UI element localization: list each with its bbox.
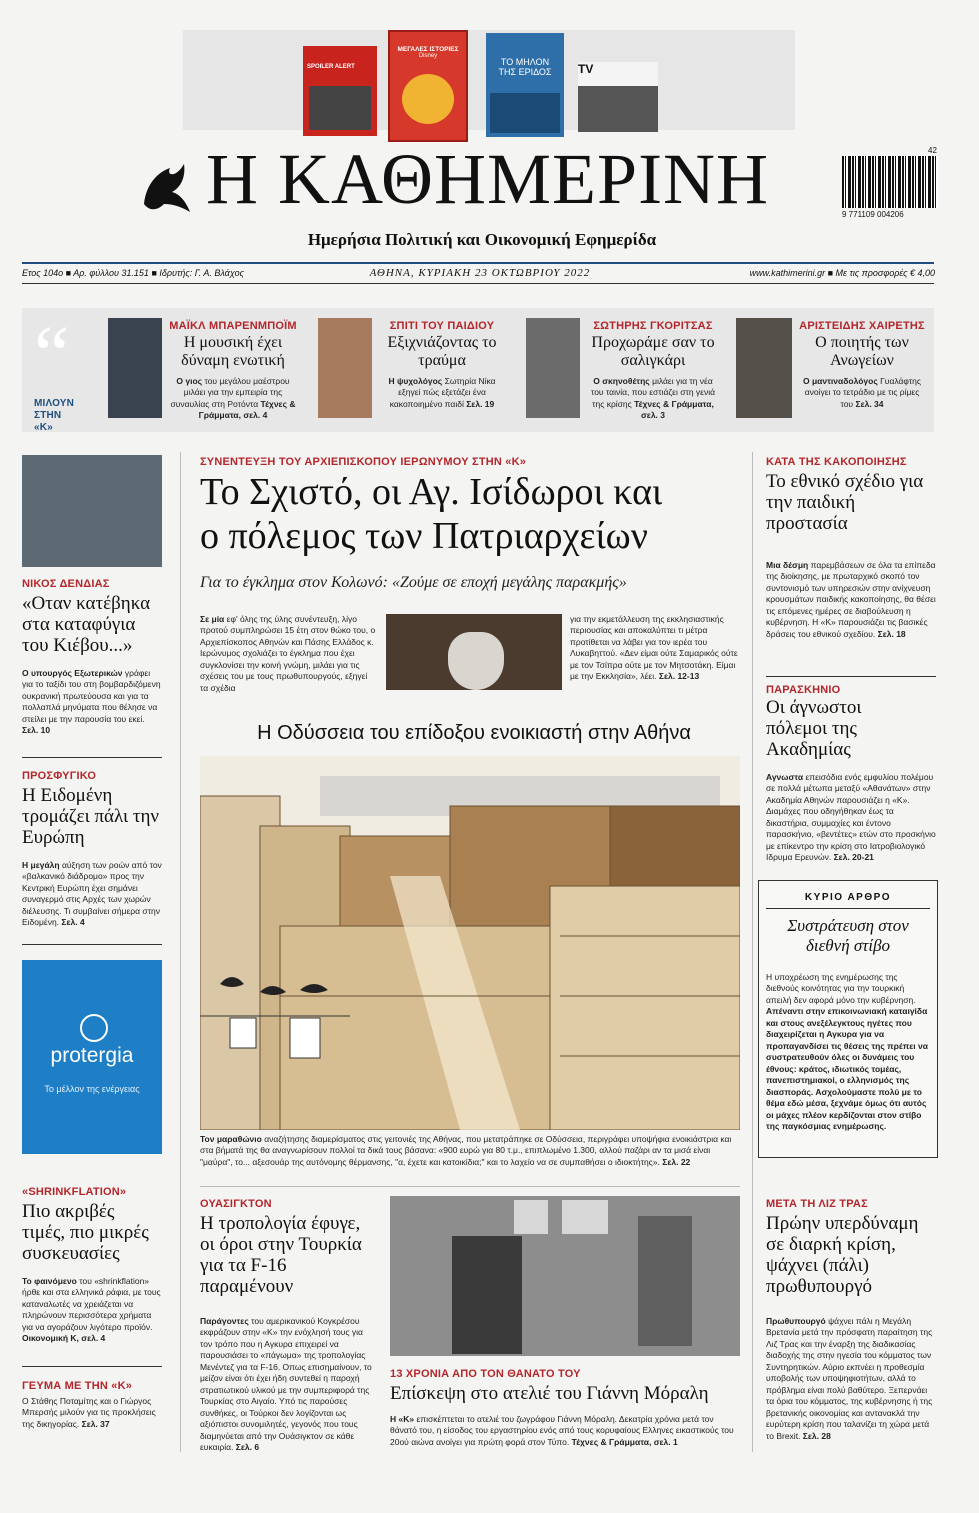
promo-tv[interactable]: [578, 62, 658, 132]
dateline-rule-bottom: [22, 283, 934, 284]
feature-title[interactable]: Η Οδύσσεια του επίδοξου ενοικιαστή στην Αθήνα: [257, 722, 691, 744]
moralis-kicker: 13 ΧΡΟΝΙΑ ΑΠΟ ΤΟΝ ΘΑΝΑΤΟ ΤΟΥ: [390, 1368, 581, 1380]
promo-photo: [309, 86, 371, 130]
column-divider-left: [180, 452, 181, 1452]
washington-kicker: ΟΥΑΣΙΓΚΤΟΝ: [200, 1198, 272, 1210]
promo-disney[interactable]: [388, 30, 468, 142]
interview-text: Η ψυχολόγος Σωτηρία Νίκα εξηγεί πώς εξετάζει ένα κακοποιημένο παιδί Σελ. 19: [388, 376, 496, 409]
dendias-headline[interactable]: «Οταν κατέβηκα στα καταφύγια του Κιέβου...»: [22, 593, 151, 656]
promo-subtitle: Disney: [418, 53, 438, 59]
interview-text: Ο γιος του μεγάλου μαέστρου μιλάει για την εμπειρία της συναυλίας στη Ροτόντα Τέχνες & Γράμματα, σελ. 4: [170, 376, 296, 421]
lead-deck: Για το έγκλημα στον Κολωνό: «Ζούμε σε εποχή μεγάλης παρακμής»: [200, 574, 627, 591]
promo-title: ΜΕΓΑΛΕΣ ΙΣΤΟΡΙΕΣ: [397, 46, 459, 53]
divider: [22, 1366, 162, 1367]
interview-photo-goritsas: [526, 318, 580, 418]
abuse-text: Μια δέσμη παρεμβάσεων σε όλα τα επίπεδα της διοίκησης, με πρωταρχικό σκοπό τον συντονισμό των υπηρεσιών στην ανίχνευση κρουσμάτων παιδικής κακοποίησης, θα θέσει τις επόμενες ημέρες σε διαβούλευση η κυβέρνηση. Η «Κ» παρουσιάζει τις βασικές δράσεις του εθνικού σχεδίου. Σελ. 18: [766, 560, 936, 639]
uk-kicker: ΜΕΤΑ ΤΗ ΛΙΖ ΤΡΑΣ: [766, 1198, 868, 1210]
promo-title: SPOILER ALERT: [307, 64, 355, 70]
interview-text: Ο σκηνοθέτης μιλάει για τη νέα του ταινία, που εστιάζει στη γενιά της κρίσης Τέχνες & Γράμματα, σελ. 3: [590, 376, 716, 421]
barcode: [842, 156, 938, 208]
moralis-headline[interactable]: Επίσκεψη στο ατελιέ του Γιάννη Μόραλη: [390, 1383, 709, 1404]
lunch-kicker: ΓΕΥΜΑ ΜΕ ΤΗΝ «Κ»: [22, 1380, 133, 1392]
dateline-rule-top: [22, 262, 934, 264]
barcode-number: 9 771109 004206: [842, 210, 904, 219]
lunch-text: Ο Στάθης Ποταμίτης και ο Γιώργος Μπερσής μιλούν για τις προκλήσεις της δικηγορίας. Σελ. 37: [22, 1396, 156, 1429]
shrink-text: Το φαινόμενο του «shrinkflation» ήρθε και στα ελληνικά ράφια, με τους καταναλωτές να χρειάζεται να πληρώνουν περισσότερα χρήματα για να αγοράζουν λιγότερο προϊόν. Οικονομική Κ, σελ. 4: [22, 1276, 161, 1344]
abuse-kicker: ΚΑΤΑ ΤΗΣ ΚΑΚΟΠΟΙΗΣΗΣ: [766, 456, 907, 468]
editorial-text: Η υποχρέωση της ενημέρωσης της διεθνούς κοινότητας για την τουρκική απειλή δεν αφορά μόνο την κυβέρνηση. Απέναντι στην επικοινωνιακή καταιγίδα και στους ανεξέλεγκτους ηγέτες που διαχειρίζεται η Αγκυρα για να προπαγανδίσει τις θέσεις της πρέπει να συστρατευθούν όλες οι δυνάμεις του έθνους: κράτος, ιδιωτικός τομέας, πανεπιστημιακοί, ο ελληνισμός της διασποράς. Ασχολούμαστε πολύ με το θέμα εδώ μέσα, ξεχνάμε όμως ότι αυτός οι μάχες πλέον κερδίζονται στον στίβο της παγκόσμιας ενημέρωσης.: [766, 972, 928, 1132]
ad-brand: protergia: [50, 1044, 134, 1067]
dendias-text: Ο υπουργός Εξωτερικών γράφει για το ταξίδι του στη βομβαρδιζόμενη ουκρανική πρωτεύουσα και για τα πολλαπλά μηνύματα που θέλησε να στείλει με την παρουσία του εκεί. Σελ. 10: [22, 668, 161, 736]
dateline-left: Ετος 104ο ■ Αρ. φύλλου 31.151 ■ Ιδρυτής: Γ. Α. Βλάχος: [22, 268, 244, 278]
divider: [22, 757, 162, 758]
issue-code: 42: [928, 146, 937, 155]
academy-text: Αγνωστα επεισόδια ενός εμφυλίου πολέμου σε πολλά μέτωπα μεταξύ «Αθανάτων» στην Ακαδημία Αθηνών παρουσιάζει η «Κ». Διαμάχες που οδηγήθηκαν έως τα δικαστήρια, συμμαχίες και έντονο παρασκήνιο, «βεντέτες» ετών στο προσκήνιο με επίκεντρο την κρίση στο Ιατροβιολογικό Ιδρυμα Ερευνών. Σελ. 20-21: [766, 772, 936, 863]
editorial-label: ΚΥΡΙΟ ΑΡΘΡΟ: [804, 892, 892, 903]
promo-title-2: ΤΗΣ ΕΡΙΔΟΣ: [498, 67, 552, 77]
promo-art: [402, 74, 454, 124]
dendias-kicker: ΝΙΚΟΣ ΔΕΝΔΙΑΣ: [22, 578, 110, 590]
academy-kicker: ΠΑΡΑΣΚΗΝΙΟ: [766, 684, 841, 696]
feature-illustration: [200, 756, 740, 1130]
shrink-headline[interactable]: Πιο ακριβές τιμές, πιο μικρές συσκευασίες: [22, 1201, 149, 1264]
divider: [766, 676, 936, 677]
dendias-photo: [22, 455, 162, 567]
masthead-title: Η ΚΑΘΗΜΕΡΙΝΗ: [206, 139, 770, 219]
masthead-subtitle: Ημερήσια Πολιτική και Οικονομική Εφημερίδα: [307, 230, 657, 249]
protergia-ad[interactable]: [22, 960, 162, 1154]
painting-frame: [514, 1200, 548, 1234]
interview-headline: Εξιχνιάζοντας το τραύμα: [387, 334, 497, 369]
interview-name: ΣΩΤΗΡΗΣ ΓΚΟΡΙΤΣΑΣ: [593, 320, 713, 332]
interview-name: ΑΡΙΣΤΕΙΔΗΣ ΧΑΙΡΕΤΗΣ: [799, 320, 925, 332]
column-divider-right: [752, 452, 753, 1452]
refugee-headline[interactable]: Η Ειδομένη τρομάζει πάλι την Ευρώπη: [22, 785, 160, 848]
washington-text: Παράγοντες του αμερικανικού Κογκρέσου εκφράζουν στην «Κ» την ενόχλησή τους για τον τρόπο που η Αγκυρα επιχειρεί να παρουσιάσει το «πάγωμα» της τροπολογίας Μενέντεζ για τα F-16. Οπως επισημαίνουν, το μείζον είναι ότι έχει ήδη συντεθεί η παροχή στρατιωτικού υλικού με την συμπεριφορά της Τουρκίας στο Αιγαίο. Υπό τις παρούσες συνθήκες, οι Τούρκοι δεν λογίζονται ως αξιόπιστοι συνομιλητές, γεγονός που τους διαμηνύεται από την Ουάσιγκτον σε κάθε ευκαιρία. Σελ. 6: [200, 1316, 372, 1453]
archbishop-photo: [386, 614, 562, 690]
quote-icon: “: [34, 311, 70, 399]
uk-text: Πρωθυπουργό ψάχνει πάλι η Μεγάλη Βρετανία μετά την πρόσφατη παραίτηση της Λιζ Τρας και την έναρξη της διαδικασίας διαδοχής της στην ηγεσία του κόμματος των Συντηρητικών. Αύριο εκπνέει η προθεσμία υποβολής των υποψηφιοτήτων, αλλά το πρόβλημα είναι πολύ βαθύτερο. Ξεπερνάει τα όρια του κόμματος, της κυβέρνησης ή της βρετανικής οικονομίας και αντανακλά την ευρύτερη κρίση που ταλανίζει τη χώρα μετά το Brexit. Σελ. 28: [766, 1316, 933, 1441]
lead-kicker: ΣΥΝΕΝΤΕΥΞΗ ΤΟΥ ΑΡΧΙΕΠΙΣΚΟΠΟΥ ΙΕΡΩΝΥΜΟΥ ΣΤΗΝ «Κ»: [200, 456, 527, 468]
lead-headline-2[interactable]: ο πόλεμος των Πατριαρχείων: [200, 515, 648, 557]
dateline-right: www.kathimerini.gr ■ Με τις προσφορές € 4,00: [749, 268, 935, 278]
artist-figure: [452, 1236, 522, 1354]
promo-photo: [490, 93, 560, 133]
shrink-kicker: «SHRINKFLATION»: [22, 1186, 127, 1198]
moralis-photo: [390, 1196, 740, 1356]
interview-headline: Ο ποιητής των Ανωγείων: [815, 334, 909, 369]
divider: [200, 1186, 740, 1187]
interview-name: ΜΑΪΚΛ ΜΠΑΡΕΝΜΠΟΪΜ: [169, 320, 297, 332]
editorial-rule: [766, 908, 930, 909]
academy-headline[interactable]: Οι άγνωστοι πόλεμοι της Ακαδημίας: [766, 697, 862, 760]
abuse-headline[interactable]: Το εθνικό σχέδιο για την παιδική προστασία: [766, 471, 924, 534]
interview-photo-chairetis: [736, 318, 792, 418]
interview-headline: Η μουσική έχει δύναμη ενωτική: [181, 334, 285, 369]
feature-caption: Τον μαραθώνιο αναζήτησης διαμερίσματος στις γειτονιές της Αθήνας, που μετατράπηκε σε Οδύσσεια, περιγράφει υποψήφια ενοικιάστρια και στα βήματά της θα αναγνωρίσουν πολλοί τα δικά τους βάσανα: «900 ευρώ για 80 τ.μ., επιπλωμένο 1.300, αλλού παζάρι αν τα μισά είναι "μαύρα", το... αξεσουάρ της αυτόνομης θέρμανσης, "α, έχετε και κατοικίδια;" και το λαχείο να σε συμπαθήσει ο ιδιοκτήτης». Σελ. 22: [200, 1134, 732, 1167]
interviews-label: ΜΙΛΟΥΝ ΣΤΗΝ «Κ»: [34, 398, 75, 433]
griffin-logo-icon: [136, 154, 196, 216]
painting-frame: [562, 1200, 608, 1234]
lead-headline-1[interactable]: Το Σχιστό, οι Αγ. Ισίδωροι και: [200, 471, 663, 513]
beard-shape: [448, 632, 504, 690]
lead-col-1: Σε μία εφ' όλης της ύλης συνέντευξη, λίγο προτού συμπληρώσει 15 έτη στον θώκο του, ο Αρχιεπίσκοπος Αθηνών και Πάσης Ελλάδος κ. Ιερώνυμος σχολιάζει το έγκλημα που έχει συγκλονίσει την κοινή γνώμη, μιλάει για τις σχέσεις του με τους πρωθυπουργούς, εξηγεί τα σχέδια: [200, 614, 376, 693]
ad-tagline: Το μέλλον της ενέργειας: [44, 1084, 140, 1094]
interview-text: Ο μαντιναδολόγος Γυαλάφτης ανοίγει το τετράδιο με τις ρίμες του Σελ. 34: [803, 376, 921, 409]
refugee-text: Η μεγάλη αύξηση των ροών από τον «βαλκανικό διάδρομο» προς την Κεντρική Ευρώπη έχει σημάνει συναγερμό στις Αρχές των χωρών διέλευσης. Τι συμβαίνει σήμερα στην Ειδομένη. Σελ. 4: [22, 860, 162, 928]
promo-spoiler[interactable]: [303, 46, 377, 136]
interview-name: ΣΠΙΤΙ ΤΟΥ ΠΑΙΔΙΟΥ: [389, 320, 495, 332]
refugee-kicker: ΠΡΟΣΦΥΓΙΚΟ: [22, 770, 97, 782]
washington-headline[interactable]: Η τροπολογία έφυγε, οι όροι στην Τουρκία για τα F-16 παραμένουν: [200, 1213, 362, 1297]
promo-title: ΤΟ ΜΗΛΟΝ: [500, 57, 550, 67]
interview-photo-nika: [318, 318, 372, 418]
lead-col-2: για την εκμετάλλευση της εκκλησιαστικής περιουσίας και αποκαλύπτει τι μέτρα προτίθεται να λάβει για τον ιερέα του Λυκαβηττού. «Δεν είμαι ούτε Σαμαρικός ούτε με τον Τσίπρα ούτε με τον Μητσοτάκη. Είμαι με την Εκκλησία», λέει. Σελ. 12-13: [570, 614, 738, 682]
moralis-text: Η «Κ» επισκέπτεται το ατελιέ του ζωγράφου Γιάννη Μόραλη. Δεκατρία χρόνια μετά τον θάνατό του, η είσοδος του εργαστηρίου ενός από τους κορυφαίους Ελληνες εικαστικούς του 20ού αιώνα ανοίγει για πρώτη φορά στον Τύπο. Τέχνες & Γράμματα, σελ. 1: [390, 1414, 734, 1447]
editorial-headline[interactable]: Συστράτευση στον διεθνή στίβο: [787, 916, 909, 956]
dateline-center: ΑΘΗΝΑ, ΚΥΡΙΑΚΗ 23 ΟΚΤΩΒΡΙΟΥ 2022: [369, 267, 591, 279]
promo-photo: [578, 86, 658, 132]
protergia-logo-icon: [80, 1014, 108, 1042]
bookshelf: [638, 1216, 692, 1346]
promo-milon[interactable]: [486, 33, 564, 137]
interview-headline: Προχωράμε σαν το σαλιγκάρι: [591, 334, 715, 369]
promo-title: TV: [578, 62, 594, 76]
divider: [22, 944, 162, 945]
interview-photo-barenboim: [108, 318, 162, 418]
uk-headline[interactable]: Πρώην υπερδύναμη σε διαρκή κρίση, ψάχνει (πάλι) πρωθυπουργό: [766, 1213, 919, 1297]
